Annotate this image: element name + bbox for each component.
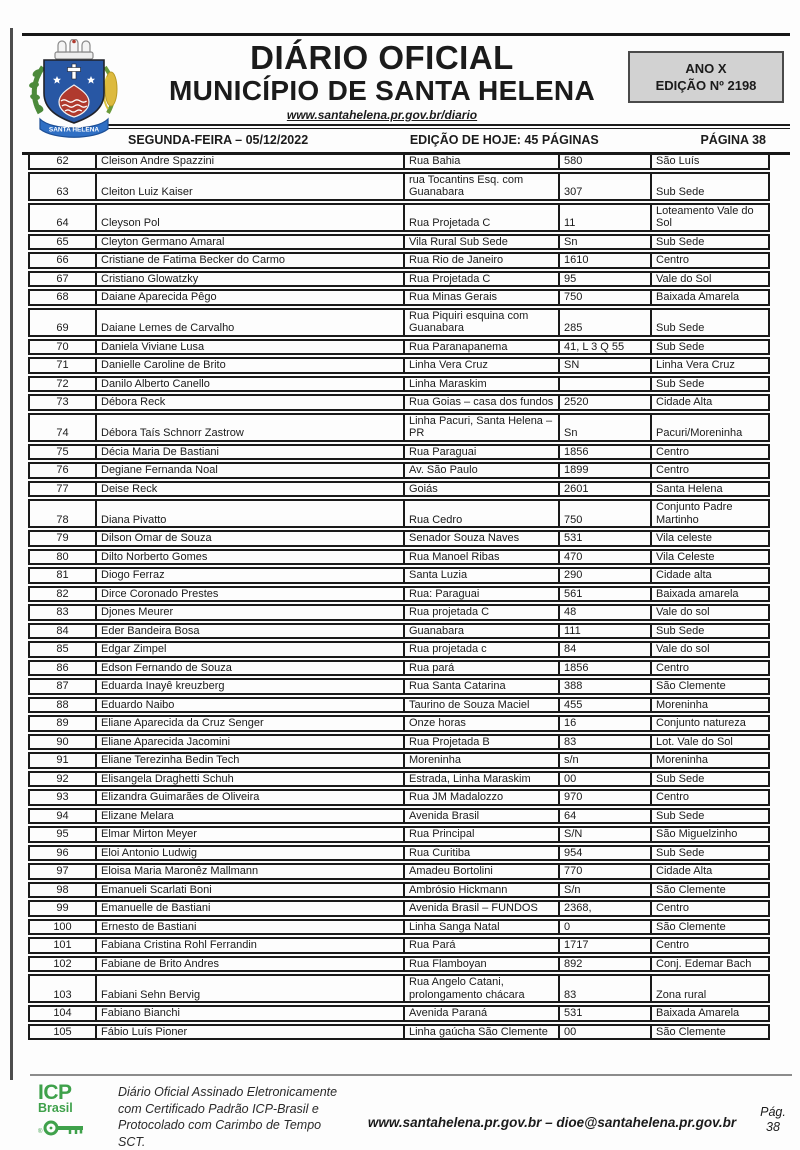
cell-name: Cleyson Pol [95,203,403,232]
cell-district: São Clemente [650,882,770,899]
cell-house-number [558,376,650,393]
cell-row-number: 97 [28,863,95,880]
table-row [28,308,770,337]
footer-inner [30,1081,792,1150]
cell-house-number: 290 [558,567,650,584]
cell-street: Rua Bahia [403,153,558,170]
table-row [28,172,770,201]
cell-name: Emanuelle de Bastiani [95,900,403,917]
cell-street: Rua Principal [403,826,558,843]
cell-row-number: 65 [28,234,95,251]
cell-row-number: 63 [28,172,95,201]
table-row [28,481,770,498]
cell-name: Danielle Caroline de Brito [95,357,403,374]
cell-row-number: 68 [28,289,95,306]
cell-street: Santa Luzia [403,567,558,584]
cell-name: Fabiano Bianchi [95,1005,403,1022]
cell-street: Rua Pará [403,937,558,954]
cell-house-number: 388 [558,678,650,695]
cell-street: Avenida Paraná [403,1005,558,1022]
icp-logo-subtext: Brasil [38,1101,73,1115]
logo-ribbon-text: SANTA HELENA [48,126,100,134]
cell-street: Rua Flamboyan [403,956,558,973]
cell-district: São Luís [650,153,770,170]
cell-house-number: 750 [558,499,650,528]
cell-house-number: 285 [558,308,650,337]
cell-district: Centro [650,252,770,269]
table-row [28,376,770,393]
cell-name: Danilo Alberto Canello [95,376,403,393]
cell-street: Linha Pacuri, Santa Helena – PR [403,413,558,442]
edition-year: ANO X [685,61,727,76]
cell-street: Vila Rural Sub Sede [403,234,558,251]
cell-row-number: 102 [28,956,95,973]
cell-row-number: 66 [28,252,95,269]
table-row [28,339,770,356]
table-row [28,845,770,862]
cell-district: Cidade Alta [650,394,770,411]
cell-house-number: 11 [558,203,650,232]
cell-name: Fábio Luís Pioner [95,1024,403,1041]
scan-edge-artifact [10,28,13,1080]
table-row [28,549,770,566]
table-row [28,919,770,936]
cell-house-number: 970 [558,789,650,806]
cell-district: Lot. Vale do Sol [650,734,770,751]
cell-row-number: 92 [28,771,95,788]
cell-name: Débora Taís Schnorr Zastrow [95,413,403,442]
cell-row-number: 74 [28,413,95,442]
table-row [28,1024,770,1041]
cell-row-number: 70 [28,339,95,356]
cell-district: Sub Sede [650,808,770,825]
cell-name: Eduardo Naibo [95,697,403,714]
table-row [28,789,770,806]
cell-row-number: 69 [28,308,95,337]
cell-name: Fabiane de Brito Andres [95,956,403,973]
footer-page-abbrev: Pág. [760,1105,786,1119]
table-row [28,153,770,170]
cell-name: Cleyton Germano Amaral [95,234,403,251]
cell-row-number: 64 [28,203,95,232]
cell-name: Fabiani Sehn Bervig [95,974,403,1003]
table-row [28,586,770,603]
table-row [28,234,770,251]
cell-district: Vale do sol [650,604,770,621]
cell-district: Vale do sol [650,641,770,658]
cell-row-number: 73 [28,394,95,411]
cell-row-number: 95 [28,826,95,843]
cell-district: Vila celeste [650,530,770,547]
cell-row-number: 79 [28,530,95,547]
table-row [28,808,770,825]
table-row [28,271,770,288]
cell-name: Eliane Aparecida Jacomini [95,734,403,751]
cell-street: Linha Vera Cruz [403,357,558,374]
cell-district: Conjunto natureza [650,715,770,732]
cell-name: Débora Reck [95,394,403,411]
cell-name: Décia Maria De Bastiani [95,444,403,461]
cell-district: Centro [650,789,770,806]
cell-house-number: 561 [558,586,650,603]
cell-district: Centro [650,462,770,479]
cell-district: São Clemente [650,1024,770,1041]
cell-street: rua Tocantins Esq. com Guanabara [403,172,558,201]
table-row [28,1005,770,1022]
edition-box [628,51,784,103]
cell-district: Baixada Amarela [650,289,770,306]
cell-row-number: 75 [28,444,95,461]
cell-house-number: 48 [558,604,650,621]
masthead-main [22,36,790,134]
table-row [28,444,770,461]
cell-street: Linha Sanga Natal [403,919,558,936]
cell-row-number: 72 [28,376,95,393]
signature-text: Diário Oficial Assinado Eletronicamente com Certificado Padrão ICP-Brasil e Protocolado com Carimbo de Tempo SCT. [118,1085,338,1149]
cell-district: Vale do Sol [650,271,770,288]
table-row [28,937,770,954]
cell-name: Diana Pivatto [95,499,403,528]
cell-district: Centro [650,660,770,677]
table-row [28,771,770,788]
cell-house-number: 0 [558,919,650,936]
cell-district: Cidade Alta [650,863,770,880]
cell-street: Rua Piquiri esquina com Guanabara [403,308,558,337]
cell-name: Dilson Omar de Souza [95,530,403,547]
table-row [28,974,770,1003]
cell-name: Eloi Antonio Ludwig [95,845,403,862]
cell-row-number: 94 [28,808,95,825]
cell-name: Daiane Aparecida Pêgo [95,289,403,306]
icp-brasil-logo [30,1081,102,1146]
table-row [28,678,770,695]
cell-district: Loteamento Vale do Sol [650,203,770,232]
cell-row-number: 87 [28,678,95,695]
table-row [28,660,770,677]
cell-district: Baixada amarela [650,586,770,603]
cell-street: Estrada, Linha Maraskim [403,771,558,788]
cell-row-number: 80 [28,549,95,566]
cell-row-number: 71 [28,357,95,374]
cell-district: Sub Sede [650,339,770,356]
cell-street: Ambrósio Hickmann [403,882,558,899]
cell-district: Moreninha [650,697,770,714]
cell-district: Sub Sede [650,623,770,640]
table-row [28,863,770,880]
cell-house-number: 531 [558,1005,650,1022]
cell-house-number: 892 [558,956,650,973]
cell-district: São Miguelzinho [650,826,770,843]
cell-row-number: 93 [28,789,95,806]
cell-name: Diogo Ferraz [95,567,403,584]
cell-row-number: 98 [28,882,95,899]
cell-district: Conjunto Padre Martinho [650,499,770,528]
cell-row-number: 88 [28,697,95,714]
cell-house-number: 111 [558,623,650,640]
cell-row-number: 81 [28,567,95,584]
table-row [28,252,770,269]
cell-row-number: 96 [28,845,95,862]
footer-contact: www.santahelena.pr.gov.br – dioe@santahelena.pr.gov.br [367,1114,737,1130]
cell-street: Rua Curitiba [403,845,558,862]
coat-of-arms-icon [28,39,120,143]
cell-name: Deise Reck [95,481,403,498]
cell-street: Rua Paranapanema [403,339,558,356]
table-row [28,413,770,442]
cell-row-number: 103 [28,974,95,1003]
cell-house-number: 2368, [558,900,650,917]
cell-name: Eduarda Inayê kreuzberg [95,678,403,695]
cell-house-number: 770 [558,863,650,880]
cell-row-number: 105 [28,1024,95,1041]
table-row [28,752,770,769]
cell-name: Ernesto de Bastiani [95,919,403,936]
table-row [28,641,770,658]
municipality-title: MUNICÍPIO DE SANTA HELENA [169,75,595,106]
cell-name: Degiane Fernanda Noal [95,462,403,479]
cell-street: Avenida Brasil [403,808,558,825]
weekday-date: SEGUNDA-FEIRA – 05/12/2022 [128,133,309,147]
cell-house-number: 580 [558,153,650,170]
table-row [28,203,770,232]
cell-name: Eloisa Maria Maronêz Mallmann [95,863,403,880]
table-row [28,357,770,374]
cell-street: Rua Projetada C [403,271,558,288]
cell-row-number: 86 [28,660,95,677]
cell-house-number: 470 [558,549,650,566]
cell-district: Linha Vera Cruz [650,357,770,374]
cell-district: Centro [650,900,770,917]
cell-house-number: 1717 [558,937,650,954]
table-row [28,289,770,306]
cell-house-number: 307 [558,172,650,201]
cell-street: Rua Minas Gerais [403,289,558,306]
cell-house-number: 1610 [558,252,650,269]
cell-district: São Clemente [650,919,770,936]
cell-name: Emanueli Scarlati Boni [95,882,403,899]
table-row [28,882,770,899]
cell-name: Elmar Mirton Meyer [95,826,403,843]
cell-street: Rua projetada c [403,641,558,658]
cell-street: Senador Souza Naves [403,530,558,547]
table-row [28,956,770,973]
masthead [22,33,790,155]
cell-district: Sub Sede [650,172,770,201]
cell-house-number: Sn [558,234,650,251]
cell-house-number: 2520 [558,394,650,411]
cell-house-number: 64 [558,808,650,825]
cell-row-number: 67 [28,271,95,288]
cell-district: Sub Sede [650,771,770,788]
cell-street: Rua Manoel Ribas [403,549,558,566]
cell-name: Dirce Coronado Prestes [95,586,403,603]
table-row [28,499,770,528]
table-row [28,826,770,843]
footer-page-value: 38 [766,1120,780,1134]
cell-district: Zona rural [650,974,770,1003]
gazette-title: DIÁRIO OFICIAL [250,39,514,76]
cell-name: Eliane Aparecida da Cruz Senger [95,715,403,732]
cell-house-number: 00 [558,1024,650,1041]
cell-row-number: 77 [28,481,95,498]
cell-name: Daniela Viviane Lusa [95,339,403,356]
cell-row-number: 101 [28,937,95,954]
cell-district: Conj. Edemar Bach [650,956,770,973]
records-table [28,151,770,1042]
todays-edition: EDIÇÃO DE HOJE: 45 PÁGINAS [409,133,599,147]
cell-street: Onze horas [403,715,558,732]
records-table-body [28,153,770,1040]
cell-house-number: 1899 [558,462,650,479]
footer [30,1074,792,1150]
cell-street: Moreninha [403,752,558,769]
cell-house-number: S/N [558,826,650,843]
cell-street: Av. São Paulo [403,462,558,479]
cell-district: Sub Sede [650,308,770,337]
cell-house-number: 1856 [558,444,650,461]
table-row [28,715,770,732]
gazette-website: www.santahelena.pr.gov.br/diario [286,108,478,122]
cell-name: Edgar Zimpel [95,641,403,658]
cell-name: Elizane Melara [95,808,403,825]
cell-name: Fabiana Cristina Rohl Ferrandin [95,937,403,954]
table-row [28,567,770,584]
cell-name: Djones Meurer [95,604,403,621]
cell-house-number: 83 [558,974,650,1003]
cell-row-number: 76 [28,462,95,479]
cell-house-number: 95 [558,271,650,288]
cell-street: Linha gaúcha São Clemente [403,1024,558,1041]
cell-row-number: 90 [28,734,95,751]
cell-row-number: 104 [28,1005,95,1022]
cell-district: Centro [650,444,770,461]
cell-house-number: 2601 [558,481,650,498]
cell-street: Taurino de Souza Maciel [403,697,558,714]
table-row [28,623,770,640]
cell-name: Eliane Terezinha Bedin Tech [95,752,403,769]
cell-row-number: 91 [28,752,95,769]
cell-street: Rua JM Madalozzo [403,789,558,806]
cell-district: Sub Sede [650,376,770,393]
cell-name: Elizandra Guimarães de Oliveira [95,789,403,806]
table-row [28,900,770,917]
cell-district: Baixada Amarela [650,1005,770,1022]
cell-street: Rua Cedro [403,499,558,528]
cell-street: Rua projetada C [403,604,558,621]
cell-row-number: 78 [28,499,95,528]
cell-street: Avenida Brasil – FUNDOS [403,900,558,917]
cell-house-number: 954 [558,845,650,862]
cell-house-number: s/n [558,752,650,769]
cell-street: Rua Projetada B [403,734,558,751]
cell-district: Centro [650,937,770,954]
cell-row-number: 83 [28,604,95,621]
cell-house-number: 83 [558,734,650,751]
icp-logo-text: ICP [38,1081,72,1104]
cell-name: Edson Fernando de Souza [95,660,403,677]
cell-street: Rua: Paraguai [403,586,558,603]
cell-district: Sub Sede [650,845,770,862]
records-table-wrap [28,151,770,1042]
cell-street: Rua pará [403,660,558,677]
table-row [28,462,770,479]
cell-street: Rua Projetada C [403,203,558,232]
table-row [28,530,770,547]
cell-district: São Clemente [650,678,770,695]
cell-district: Cidade alta [650,567,770,584]
cell-street: Goiás [403,481,558,498]
cell-house-number: Sn [558,413,650,442]
cell-house-number: 1856 [558,660,650,677]
cell-district: Moreninha [650,752,770,769]
cell-row-number: 99 [28,900,95,917]
cell-row-number: 62 [28,153,95,170]
cell-name: Cleison Andre Spazzini [95,153,403,170]
cell-row-number: 89 [28,715,95,732]
cell-house-number: 41, L 3 Q 55 [558,339,650,356]
cell-row-number: 82 [28,586,95,603]
cell-name: Cristiane de Fatima Becker do Carmo [95,252,403,269]
cell-street: Linha Maraskim [403,376,558,393]
cell-name: Daiane Lemes de Carvalho [95,308,403,337]
cell-row-number: 100 [28,919,95,936]
cell-row-number: 84 [28,623,95,640]
cell-name: Dilto Norberto Gomes [95,549,403,566]
cell-street: Rua Rio de Janeiro [403,252,558,269]
date-row [22,126,790,152]
cell-name: Elisangela Draghetti Schuh [95,771,403,788]
cell-street: Rua Goias – casa dos fundos [403,394,558,411]
cell-district: Santa Helena [650,481,770,498]
cell-street: Guanabara [403,623,558,640]
cell-house-number: 16 [558,715,650,732]
cell-street: Rua Santa Catarina [403,678,558,695]
cell-house-number: 00 [558,771,650,788]
cell-row-number: 85 [28,641,95,658]
table-row [28,394,770,411]
cell-street: Amadeu Bortolini [403,863,558,880]
cell-house-number: SN [558,357,650,374]
table-row [28,734,770,751]
cell-house-number: 455 [558,697,650,714]
cell-name: Eder Bandeira Bosa [95,623,403,640]
table-row [28,604,770,621]
cell-district: Pacuri/Moreninha [650,413,770,442]
page-label: PÁGINA 38 [700,133,766,147]
cell-street: Rua Paraguai [403,444,558,461]
icp-key-icon [38,1117,88,1141]
cell-district: Vila Celeste [650,549,770,566]
cell-house-number: 750 [558,289,650,306]
title-block [134,36,630,123]
cell-house-number: 531 [558,530,650,547]
edition-number: EDIÇÃO Nº 2198 [655,78,757,93]
svg-text:®: ® [38,1129,43,1135]
cell-house-number: 84 [558,641,650,658]
cell-district: Sub Sede [650,234,770,251]
table-row [28,697,770,714]
cell-name: Cleiton Luiz Kaiser [95,172,403,201]
cell-house-number: S/n [558,882,650,899]
cell-name: Cristiano Glowatzky [95,271,403,288]
cell-street: Rua Angelo Catani, prolongamento chácara [403,974,558,1003]
